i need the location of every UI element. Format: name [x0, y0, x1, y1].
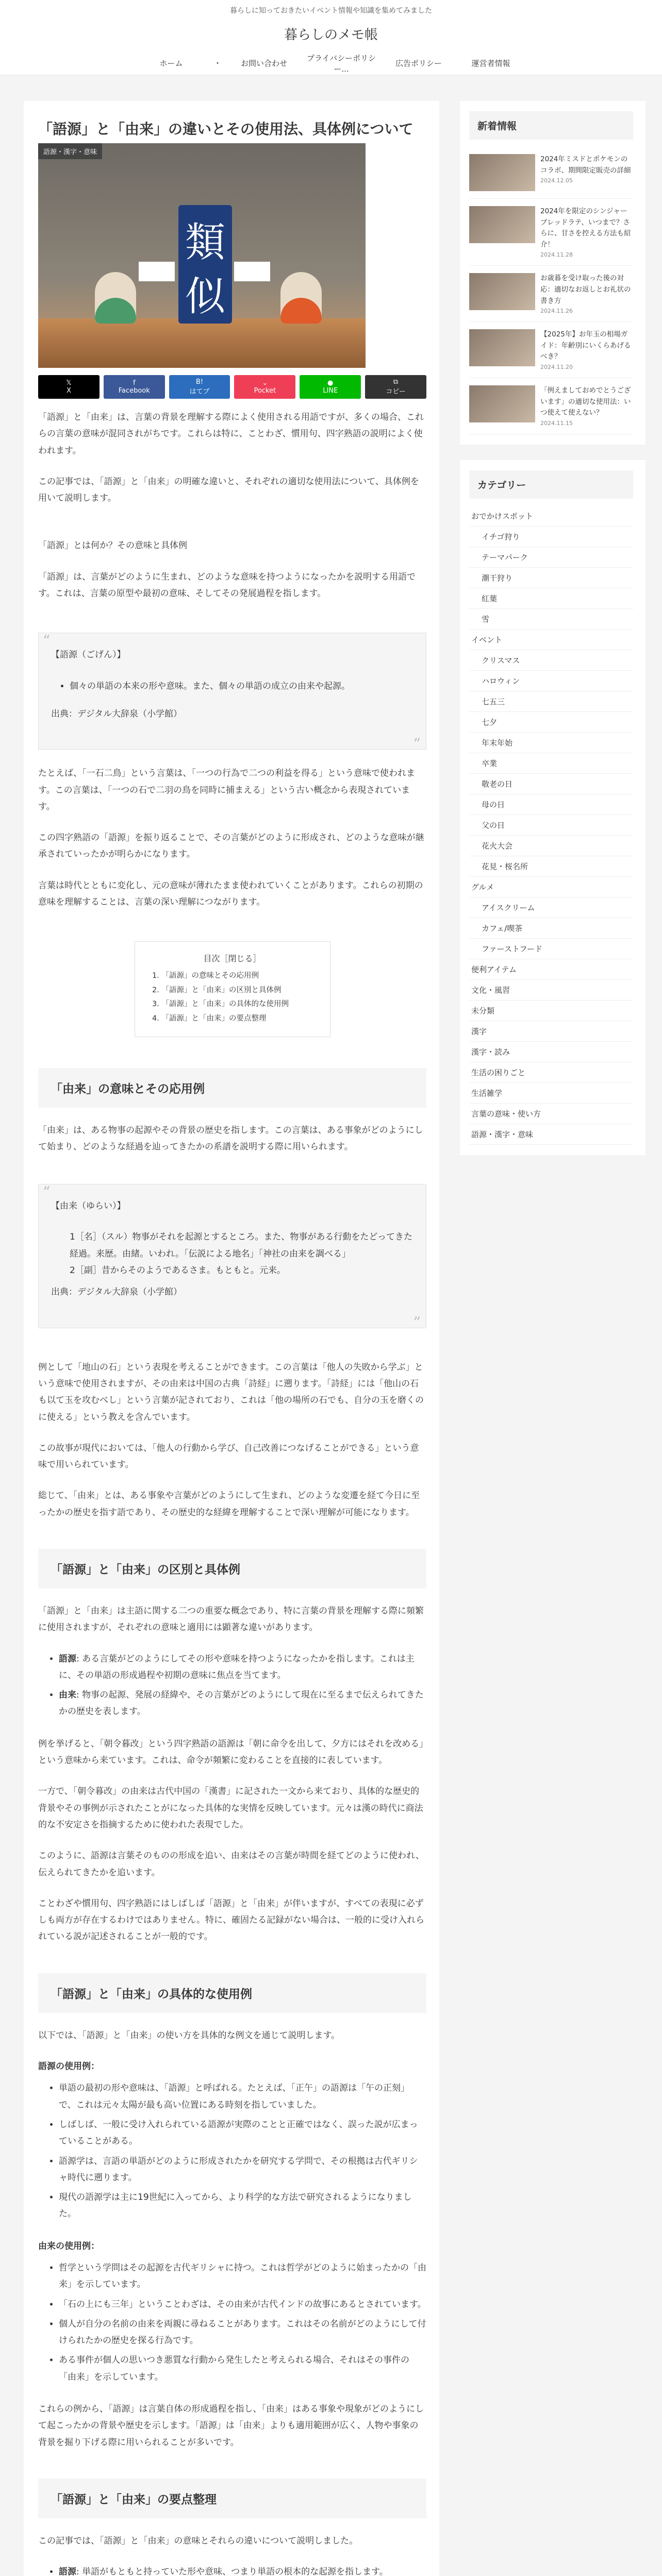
category-link[interactable]: 父の日 [469, 815, 633, 836]
share-hatena-button[interactable]: B! はてブ [169, 375, 230, 399]
quote-item: • 個々の単語の本来の形や意味。また、個々の単語の成立の由来や起源。 [70, 678, 413, 694]
category-link[interactable]: 生活の困りごと [469, 1062, 633, 1083]
recent-post[interactable]: 2024年ミスドとポケモンのコラボ、期間限定販売の詳細 2024.12.05 [469, 147, 633, 199]
paragraph: 例を挙げると、「朝令暮改」という四字熟語の語源は「朝に命令を出して、夕方にはそれを改める」という意味から来ています。これは、命令が頻繁に変わることを直接的に表しています。 [38, 1738, 424, 1766]
category-link[interactable]: グルメ [469, 877, 633, 897]
post-thumbnail [469, 154, 535, 191]
category-link[interactable]: アイスクリーム [469, 897, 633, 918]
x-icon: 𝕏 [66, 379, 72, 387]
category-link[interactable]: おでかけスポット [469, 506, 633, 527]
post-thumbnail [469, 329, 535, 366]
category-link[interactable]: 言葉の意味・使い方 [469, 1104, 633, 1124]
copy-icon: ⧉ [393, 378, 399, 386]
toc-item[interactable]: 4. 「語源」と「由来」の要点整理 [162, 1012, 316, 1026]
category-link[interactable]: 便利アイテム [469, 959, 633, 980]
main-content [24, 101, 439, 2576]
widget-title: 新着情報 [469, 111, 633, 140]
paragraph: このように、語源は言葉そのものの形成を追い、由来はその言葉が時間を経てどのように使われ、伝えられてきたかを追います。 [38, 1851, 425, 1878]
paragraph: この記事では、「語源」と「由来」の意味とそれらの違いについて説明しました。 [38, 2535, 358, 2546]
post-thumbnail [469, 385, 535, 422]
quote-head: 【語源（ごげん）】 [51, 650, 126, 660]
category-link[interactable]: 生活雑学 [469, 1083, 633, 1104]
category-link[interactable]: 漢字・読み [469, 1042, 633, 1062]
eyecatch-shelf [38, 318, 366, 368]
intro-paragraph: 「語源」は、言葉がどのように生まれ、どのような意味を持つようになったかを説明する用語です。これは、言葉の原型や最初の意味、そしてその発展過程を指します。 [38, 571, 416, 599]
category-link[interactable]: 雪 [469, 609, 633, 630]
list-item: • 「石の上にも三年」ということわざは、その由来が古代インドの故事にあるとされています。 [59, 2296, 426, 2313]
category-link[interactable]: 潮干狩り [469, 568, 633, 588]
paragraph: 言葉は時代とともに変化し、元の意味が薄れたまま使われていくことがあります。これらの初期の意味を理解することは、言葉の深い理解につながります。 [38, 880, 423, 908]
quote-close-icon: ” [413, 1313, 421, 1331]
quote-source: 出典：デジタル大辞泉（小学館） [51, 708, 182, 719]
label: 由来の使用例： [38, 2241, 100, 2251]
bullet-list [38, 2260, 426, 2385]
paragraph: 以下では、「語源」と「由来」の使い方を具体的な例文を通じて説明します。 [38, 2030, 340, 2041]
top-tagline-bar [0, 0, 662, 21]
section-heading: 「語源」と「由来」の要点整理 [38, 2479, 426, 2518]
bullet-list [38, 1651, 426, 1720]
section-heading: 「由来」の意味とその応用例 [38, 1068, 426, 1108]
paragraph: これらの例から、「語源」は言葉自体の形成過程を指し、「由来」はある事象や現象がどのようにして起こったかの背景や歴史を示します。「語源」は「由来」よりも適用範囲が広く、人物や事象の背景を掘り下げる際に用いられることが多いです。 [38, 2404, 424, 2448]
toc-toggle[interactable]: 目次［閉じる］ [203, 954, 261, 964]
category-link[interactable]: 卒業 [469, 753, 633, 774]
hatena-icon: B! [196, 378, 204, 386]
list-item: • 個人が自分の名前の由来を両親に尋ねることがあります。これはその名前がどのようにして付けられたかの歴史を探る行為です。 [59, 2316, 426, 2349]
paragraph: 一方で、「朝令暮改」の由来は古代中国の「漢書」に記された一文から来ており、具体的な歴史的背景やその事例が示されたことがになった具体的な実情を反映しています。元々は漢の時代に商法的な不安定さを指摘するために使われた表現でした。 [38, 1786, 423, 1830]
category-link[interactable]: 年末年始 [469, 733, 633, 753]
recent-post[interactable]: 【2025年】お年玉の相場ガイド：年齢別にいくらあげるべき？ 2024.11.20 [469, 322, 633, 378]
quote-item: 2［副］昔からそのようであるさま。もともと。元来。 [70, 1265, 286, 1276]
category-link[interactable]: 敬老の日 [469, 774, 633, 794]
list-item: • 哲学という学問はその起源を古代ギリシャに持つ。これは哲学がどのように始まったかの「由来」を示しています。 [59, 2260, 426, 2293]
kanji-char-1: 類 [185, 219, 225, 266]
list-item: • ある事件が個人の思いつき悪質な行動から発生したと考えられる場合、それはその事件の「由来」を示しています。 [59, 2352, 426, 2385]
post-thumbnail [469, 273, 535, 310]
paragraph: この故事が現代においては、「他人の行動から学び、自己改善につなげることができる」という意味で用いられています。 [38, 1443, 419, 1470]
kanji-board [178, 205, 232, 324]
list-item: • しばしば、一般に受け入れられている語源が実際のことと正確ではなく、誤った説が広まっていることがある。 [59, 2116, 426, 2150]
category-badge[interactable]: 語源・漢字・意味 [38, 143, 102, 159]
quote-open-icon: “ [43, 1183, 51, 1201]
share-pocket-button[interactable]: ⌄ Pocket [234, 375, 295, 399]
paragraph: たとえば、「一石二鳥」という言葉は、「一つの行為で二つの利益を得る」という意味で使われます。この言葉は、「一つの石で二羽の鳥を同時に捕まえる」という古い概念から表現されています。 [38, 768, 415, 812]
category-link[interactable]: テーマパーク [469, 547, 633, 568]
section-heading: 「語源」と「由来」の区別と具体例 [38, 1549, 426, 1588]
paragraph: 「由来」は、ある物事の起源やその背景の歴史を指します。この言葉は、ある事象がどのようにして始まり、どのような経過を辿ってきたかの系譜を説明する際に用いられます。 [38, 1125, 423, 1152]
toc-item[interactable]: 2. 「語源」と「由来」の区別と具体例 [162, 984, 316, 998]
nav-home[interactable]: ホーム [159, 59, 183, 68]
dictionary-quote-gogen [38, 632, 426, 753]
global-nav [0, 52, 662, 75]
category-link[interactable]: 母の日 [469, 794, 633, 815]
paragraph: 総じて、「由来」とは、ある事象や言葉がどのようにして生まれ、どのような変遷を経て今日に至ったかの歴史を指す語であり、その歴史的な経緯を理解することで深い理解が可能になります。 [38, 1490, 420, 1518]
category-link[interactable]: 語源・漢字・意味 [469, 1124, 633, 1145]
share-copy-button[interactable]: ⧉ コピー [365, 375, 426, 399]
kanji-char-2: 似 [185, 274, 225, 320]
category-link[interactable]: 花火大会 [469, 836, 633, 856]
intro-paragraph: この記事では、「語源」と「由来」の明確な違いと、それぞれの適切な使用法について、具体例を用いて説明します。 [38, 476, 419, 504]
table-of-contents [135, 941, 330, 1037]
quote-head: 【由来（ゆらい）】 [51, 1201, 126, 1212]
left-arrow [139, 262, 175, 281]
article-body [38, 409, 426, 2576]
list-item: • 語源: 単語がもともと持っていた形や意味、つまり単語の根本的な起源を指します。 [59, 2564, 426, 2576]
quote-source: 出典：デジタル大辞泉（小学館） [51, 1287, 182, 1298]
list-item: • 語源: ある言葉がどのようにしてその形や意味を持つようになったかを指します。これは主に、その単語の形成過程や初期の意味に焦点を当てます。 [59, 1651, 426, 1684]
category-link[interactable]: イチゴ狩り [469, 527, 633, 547]
share-line-button[interactable]: ● LINE [300, 375, 361, 399]
share-x-button[interactable]: 𝕏 X [38, 375, 100, 399]
bullet-list [38, 2080, 426, 2222]
pocket-icon: ⌄ [262, 379, 268, 387]
category-link[interactable]: ファーストフード [469, 939, 633, 959]
category-link[interactable]: 漢字 [469, 1021, 633, 1042]
sidebar [460, 101, 646, 2576]
facebook-icon: f [133, 379, 136, 387]
paragraph: 「語源」と「由来」は主語に関する二つの重要な概念であり、特に言葉の背景を理解する際に頻繁に使用されますが、それぞれの意味と適用には顕著な違いがあります。 [38, 1605, 424, 1633]
site-header [0, 21, 662, 52]
recent-post[interactable]: 2024年を限定のシンジャーブレッドラテ、いつまで？さらに、甘さを控える方法も紹介！ 2024.11.28 [469, 199, 633, 266]
nav-ad-policy[interactable]: 広告ポリシー [395, 59, 442, 68]
tagline: 暮らしに知っておきたいイベント情報や知識を集めてみました [230, 7, 432, 15]
category-list [469, 506, 633, 1145]
bullet-list [38, 2564, 426, 2576]
intro-paragraph: 「語源」とは何か？その意味と具体例 [38, 540, 187, 551]
categories-widget [460, 460, 646, 1155]
line-icon: ● [327, 379, 334, 387]
quote-item: 1［名］（スル）物事がそれを起源とするところ。また、物事がある行動をたどってきた経過。来歴。由緒。いわれ。「伝説による地名」「神社の由来を調べる」 [70, 1232, 412, 1259]
list-item: • 現代の語源学は主に19世紀に入ってから、より科学的な方法で研究されるようになりました。 [59, 2189, 426, 2223]
share-facebook-button[interactable]: f Facebook [104, 375, 165, 399]
nav-separator: ・ [213, 59, 222, 68]
toc-item[interactable]: 3. 「語源」と「由来」の具体的な使用例 [162, 997, 316, 1012]
label: 語源の使用例： [38, 2061, 100, 2072]
site-title-link[interactable]: 暮らしのメモ帳 [284, 27, 378, 43]
category-link[interactable]: 花見・桜名所 [469, 856, 633, 877]
nav-operator[interactable]: 運営者情報 [471, 59, 510, 68]
article-title: 「語源」と「由来」の違いとその使用法、具体例について [38, 121, 413, 138]
nav-contact[interactable]: お問い合わせ [240, 59, 287, 68]
share-buttons-top [38, 375, 426, 399]
dictionary-quote-yurai [38, 1183, 426, 1331]
eyecatch-image [38, 143, 366, 368]
list-item: • 語源学は、言語の単語がどのように形成されたかを研究する学問で、その根拠は古代ギリシャ時代に遡ります。 [59, 2153, 426, 2187]
category-link[interactable]: イベント [469, 630, 633, 650]
paragraph: ことわざや慣用句、四字熟語にはしばしば「語源」と「由来」が伴いますが、すべての表現に必ずしも両方が存在するわけではありません。特に、確固たる記録がない場合は、一般的に受け入れられている説が記述されることが一般的です。 [38, 1898, 425, 1942]
category-link[interactable]: 七夕 [469, 712, 633, 733]
paragraph: 例として「地山の石」という表現を考えることができます。この言葉は「他人の失敗から学ぶ」という意味で使用されますが、その由来は中国の古典「詩経」に遡ります。「詩経」には「他山の石も以て玉を攻むべし」という言葉が記されており、これは「他の場所の石でも、自分の玉を磨くのに使える」という教えを含んでいます。 [38, 1362, 424, 1422]
recent-posts-widget [460, 101, 646, 445]
intro-paragraph: 「語源」と「由来」は、言葉の背景を理解する際によく使用される用語ですが、多くの場合、これらの言葉の意味が混同されがちです。これらは特に、ことわざ、慣用句、四字熟語の説明によく使われます。 [38, 412, 424, 456]
list-item: • 由来: 物事の起源、発展の経緯や、その言葉がどのようにして現在に至るまで伝えられてきたかの歴史を表します。 [59, 1687, 426, 1720]
nav-privacy[interactable]: プライバシーポリシー... [306, 53, 376, 74]
category-link[interactable]: 未分類 [469, 1001, 633, 1021]
quote-close-icon: ” [413, 735, 421, 753]
paragraph: この四字熟語の「語源」を振り返ることで、その言葉がどのように形成され、どのような意味が継承されていったかが明らかになります。 [38, 833, 424, 860]
post-thumbnail [469, 206, 535, 243]
recent-post[interactable]: 「例えましておめでとうございます」の適切な使用法：いつ使えて使えない？ 2024.11.15 [469, 378, 633, 434]
recent-post[interactable]: お歳暮を受け取った後の対応：適切なお返しとお礼状の書き方 2024.11.26 [469, 266, 633, 322]
widget-title: カテゴリー [469, 470, 633, 499]
right-arrow [234, 262, 270, 281]
category-link[interactable]: 紅葉 [469, 588, 633, 609]
category-link[interactable]: クリスマス [469, 650, 633, 671]
section-heading: 「語源」と「由来」の具体的な使用例 [38, 1973, 426, 2013]
category-link[interactable]: カフェ/喫茶 [469, 918, 633, 939]
category-link[interactable]: ハロウィン [469, 671, 633, 691]
list-item: • 単語の最初の形や意味は、「語源」と呼ばれる。たとえば、「正午」の語源は「午の正刻」で、これは元々太陽が最も高い位置にある時刻を指していました。 [59, 2080, 426, 2113]
category-link[interactable]: 七五三 [469, 691, 633, 712]
category-link[interactable]: 文化・風習 [469, 980, 633, 1001]
quote-open-icon: “ [43, 632, 51, 650]
toc-item[interactable]: 1. 「語源」の意味とその応用例 [162, 969, 316, 984]
